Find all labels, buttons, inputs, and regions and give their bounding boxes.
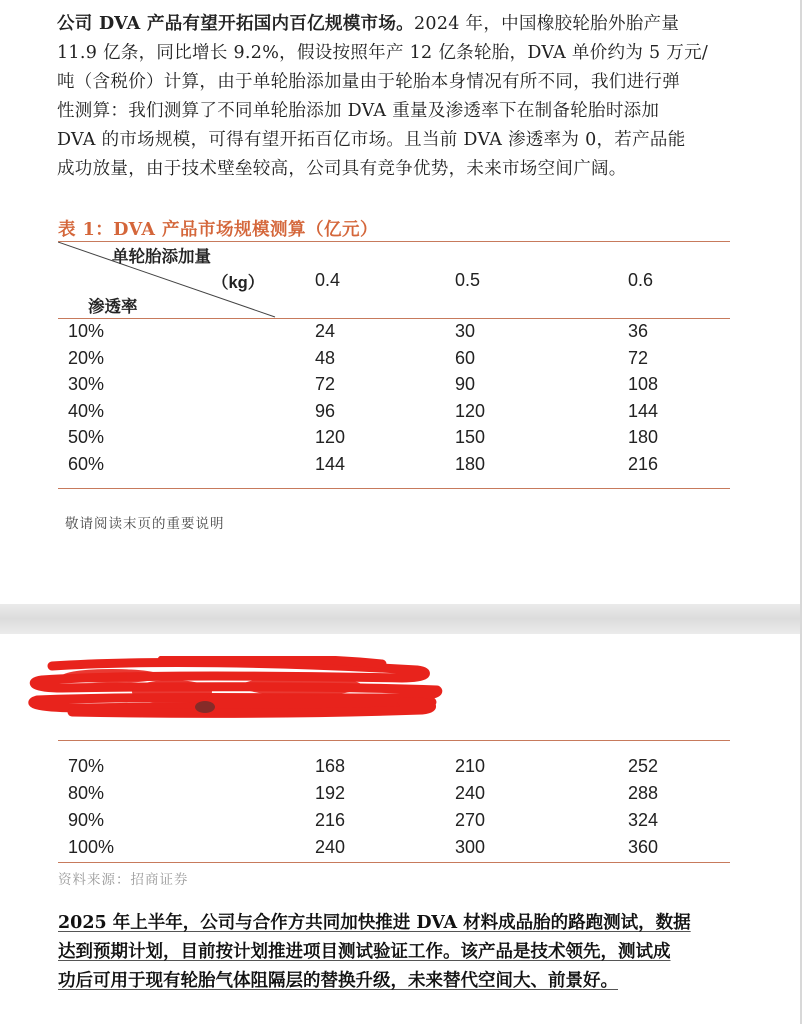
- column-header: 0.5: [455, 270, 481, 290]
- outro-line-2: 达到预期计划，目前按计划推进项目测试验证工作。该产品是技术领先，测试成: [58, 942, 671, 962]
- table-cell: 72: [628, 347, 649, 368]
- outro-paragraph: [58, 909, 758, 996]
- table-cell: 144: [628, 400, 659, 421]
- intro-line-3: 吨（含税价）计算，由于单轮胎添加量由于轮胎本身情况有所不同，我们进行弹: [57, 72, 680, 92]
- redaction-scribble: [22, 656, 447, 718]
- column-header: 0.4: [315, 270, 341, 290]
- table-cell: 360: [628, 837, 659, 857]
- column-header: 0.6: [628, 270, 654, 290]
- table-cell: 192: [315, 783, 346, 803]
- table-cell: 48: [315, 347, 336, 368]
- table-top-rule-page2: [58, 740, 730, 741]
- table-cell: 30: [455, 321, 476, 341]
- table-cell: 108: [628, 374, 659, 395]
- row-rate-label: 10%: [68, 321, 105, 341]
- table-title: 表 1：DVA 产品市场规模测算（亿元）: [58, 220, 379, 240]
- intro-line-6: 成功放量，由于技术壁垒较高，公司具有竞争优势，未来市场空间广阔。: [57, 159, 627, 179]
- row-rate-label: 60%: [68, 454, 105, 474]
- footer-note: 敬请阅读末页的重要说明: [65, 516, 225, 532]
- table-cell: 240: [455, 783, 486, 803]
- table-cell: 60: [455, 347, 476, 368]
- table-cell: 240: [315, 837, 346, 857]
- table-cell: 216: [315, 810, 346, 830]
- table-cell: 36: [628, 321, 649, 341]
- table-cell: 180: [628, 427, 659, 448]
- header-top-label: 单轮胎添加量: [112, 247, 211, 266]
- header-unit-label: （kg）: [212, 274, 265, 292]
- outro-line-3: 功后可用于现有轮胎气体阻隔层的替换升级，未来替代空间大、前景好。: [58, 971, 618, 991]
- row-rate-label: 70%: [68, 756, 105, 776]
- intro-line-2: 11.9 亿条，同比增长 9.2%，假设按照年产 12 亿条轮胎，DVA 单价约为 5 万元/: [57, 43, 709, 63]
- table-bottom-rule: [58, 862, 730, 863]
- table-cell: 120: [315, 427, 346, 448]
- row-rate-label: 90%: [68, 810, 105, 830]
- table-bottom-rule-page1: [58, 488, 730, 489]
- intro-line-1: 2024 年，中国橡胶轮胎外胎产量: [413, 14, 680, 34]
- page-gap: [0, 604, 802, 634]
- table-cell: 168: [315, 756, 346, 776]
- table-source: 资料来源：招商证券: [58, 872, 189, 888]
- table-cell: 180: [455, 454, 486, 474]
- table-cell: 150: [455, 427, 486, 448]
- table-cell: 210: [455, 756, 486, 776]
- table-cell: 324: [628, 810, 659, 830]
- outro-line-1: 2025 年上半年，公司与合作方共同加快推进 DVA 材料成品胎的路跑测试，数据: [58, 913, 691, 933]
- row-rate-label: 80%: [68, 783, 105, 803]
- intro-line-5: DVA 的市场规模，可得有望开拓百亿市场。且当前 DVA 渗透率为 0，若产品能: [57, 130, 686, 150]
- header-left-label: 渗透率: [88, 297, 138, 316]
- intro-bold-lead: 公司 DVA 产品有望开拓国内百亿规模市场。: [57, 14, 414, 34]
- table-cell: 252: [628, 756, 659, 776]
- table-cell: 96: [315, 400, 336, 421]
- table-cell: 24: [315, 321, 336, 341]
- table-cell: 90: [455, 374, 476, 395]
- table-cell: 72: [315, 374, 336, 395]
- row-rate-label: 40%: [68, 400, 105, 421]
- row-rate-label: 100%: [68, 837, 115, 857]
- table-cell: 120: [455, 400, 486, 421]
- table-cell: 270: [455, 810, 486, 830]
- row-rate-label: 50%: [68, 427, 105, 448]
- table-cell: 288: [628, 783, 659, 803]
- intro-paragraph: [57, 10, 757, 184]
- table-cell: 300: [455, 837, 486, 857]
- table-cell: 144: [315, 454, 346, 474]
- table-header-rule: [58, 318, 730, 319]
- intro-line-4: 性测算：我们测算了不同单轮胎添加 DVA 重量及渗透率下在制备轮胎时添加: [57, 101, 660, 121]
- row-rate-label: 20%: [68, 347, 105, 368]
- table-cell: 216: [628, 454, 659, 474]
- row-rate-label: 30%: [68, 374, 105, 395]
